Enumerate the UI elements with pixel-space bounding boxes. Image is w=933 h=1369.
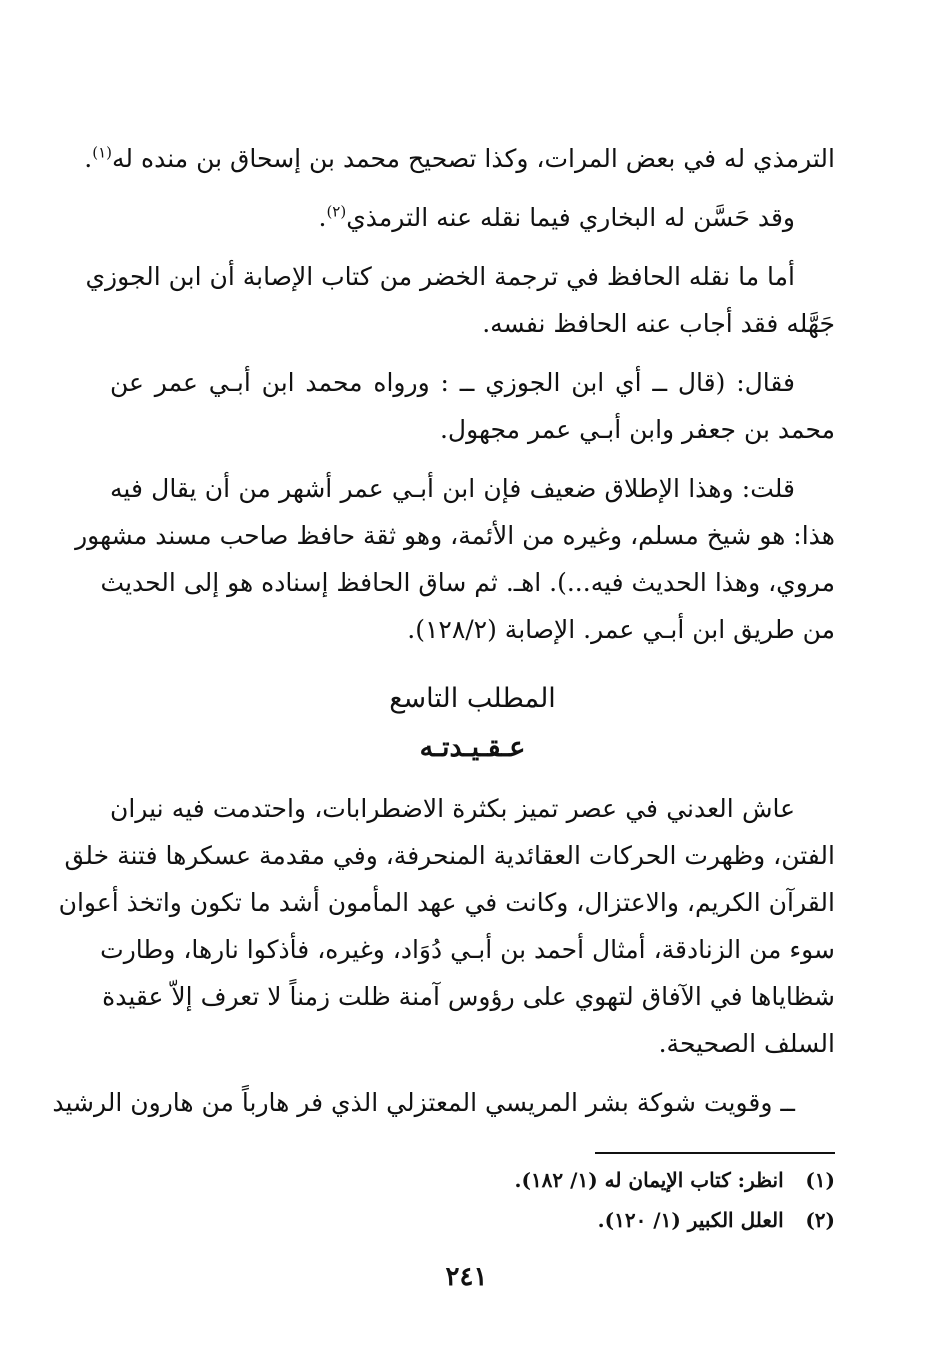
paragraph-1-line-1: الترمذي له في بعض المرات، وكذا تصحيح محمد بن إسحاق بن منده له bbox=[112, 144, 835, 173]
paragraph-1-line-1-end: . bbox=[84, 144, 93, 173]
footnote-1-number: (١) bbox=[805, 1168, 835, 1192]
paragraph-5-line-1: قلت: وهذا الإطلاق ضعيف فإن ابن أبـي عمر أشهر من أن يقال فيه bbox=[110, 474, 795, 503]
paragraph-4 bbox=[110, 359, 835, 453]
page-number: ٢٤١ bbox=[445, 1262, 488, 1292]
section-title: المطلب التاسع bbox=[389, 683, 556, 714]
footnote-1 bbox=[110, 1160, 835, 1200]
section-subtitle: عـقـيـدتـه bbox=[419, 732, 526, 763]
paragraph-4-line-2: محمد بن جعفر وابن أبـي عمر مجهول. bbox=[439, 415, 835, 444]
paragraph-2 bbox=[110, 194, 835, 241]
paragraph-3-line-2: جَهَّله فقد أجاب عنه الحافظ نفسه. bbox=[482, 309, 835, 338]
paragraph-7-line-1: ــ وقويت شوكة بشر المريسي المعتزلي الذي فر هارباً من هارون الرشيد bbox=[52, 1088, 795, 1117]
paragraph-3 bbox=[85, 253, 835, 347]
paragraph-1 bbox=[84, 135, 835, 182]
paragraph-4-line-1: فقال: (قال ــ أي ابن الجوزي ــ : ورواه محمد ابن أبـي عمر عن bbox=[110, 368, 795, 397]
footnote-2-text: العلل الكبير (١/ ١٢٠). bbox=[597, 1208, 784, 1232]
footnote-1-text: انظر: كتاب الإيمان له (١/ ١٨٢). bbox=[514, 1168, 784, 1192]
footnote-ref-2: (٢) bbox=[326, 202, 347, 221]
paragraph-6-line-2: الفتن، وظهرت الحركات العقائدية المنحرفة، وفي مقدمة عسكرها فتنة خلق bbox=[64, 841, 835, 870]
paragraph-2-line-1-end: . bbox=[318, 203, 327, 232]
page-body bbox=[52, 135, 835, 1138]
paragraph-5 bbox=[75, 465, 835, 653]
footnote-2 bbox=[110, 1200, 835, 1240]
footnote-divider bbox=[595, 1152, 835, 1154]
paragraph-6-line-3: القرآن الكريم، والاعتزال، وكانت في عهد المأمون أشد ما تكون واتخذ أعوان bbox=[58, 888, 835, 917]
paragraph-6-line-4: سوء من الزنادقة، أمثال أحمد بن أبـي دُوَاد، وغيره، فأذكوا نارها، وطارت bbox=[100, 935, 835, 964]
footnote-2-number: (٢) bbox=[805, 1208, 835, 1232]
paragraph-5-line-3: مروي، وهذا الحديث فيه...). اهـ. ثم ساق الحافظ إسناده هو إلى الحديث bbox=[100, 568, 835, 597]
footnote-ref-1: (١) bbox=[92, 143, 113, 162]
paragraph-6-line-6: السلف الصحيحة. bbox=[658, 1029, 835, 1058]
paragraph-6-line-5: شظاياها في الآفاق لتهوي على رؤوس آمنة ظلت زمناً لا تعرف إلاّ عقيدة bbox=[102, 982, 835, 1011]
paragraph-5-line-4: من طريق ابن أبـي عمر. الإصابة (١٢٨/٢). bbox=[407, 615, 835, 644]
paragraph-6 bbox=[58, 785, 835, 1067]
paragraph-3-line-1: أما ما نقله الحافظ في ترجمة الخضر من كتاب الإصابة أن ابن الجوزي bbox=[85, 262, 795, 291]
paragraph-5-line-2: هذا: هو شيخ مسلم، وغيره من الأئمة، وهو ثقة حافظ صاحب مسند مشهور bbox=[75, 521, 835, 550]
paragraph-7 bbox=[52, 1079, 835, 1126]
footnotes bbox=[110, 1160, 835, 1240]
paragraph-6-line-1: عاش العدني في عصر تميز بكثرة الاضطرابات، واحتدمت فيه نيران bbox=[110, 794, 795, 823]
paragraph-2-line-1: وقد حَسَّن له البخاري فيما نقله عنه الترمذي bbox=[346, 203, 795, 232]
